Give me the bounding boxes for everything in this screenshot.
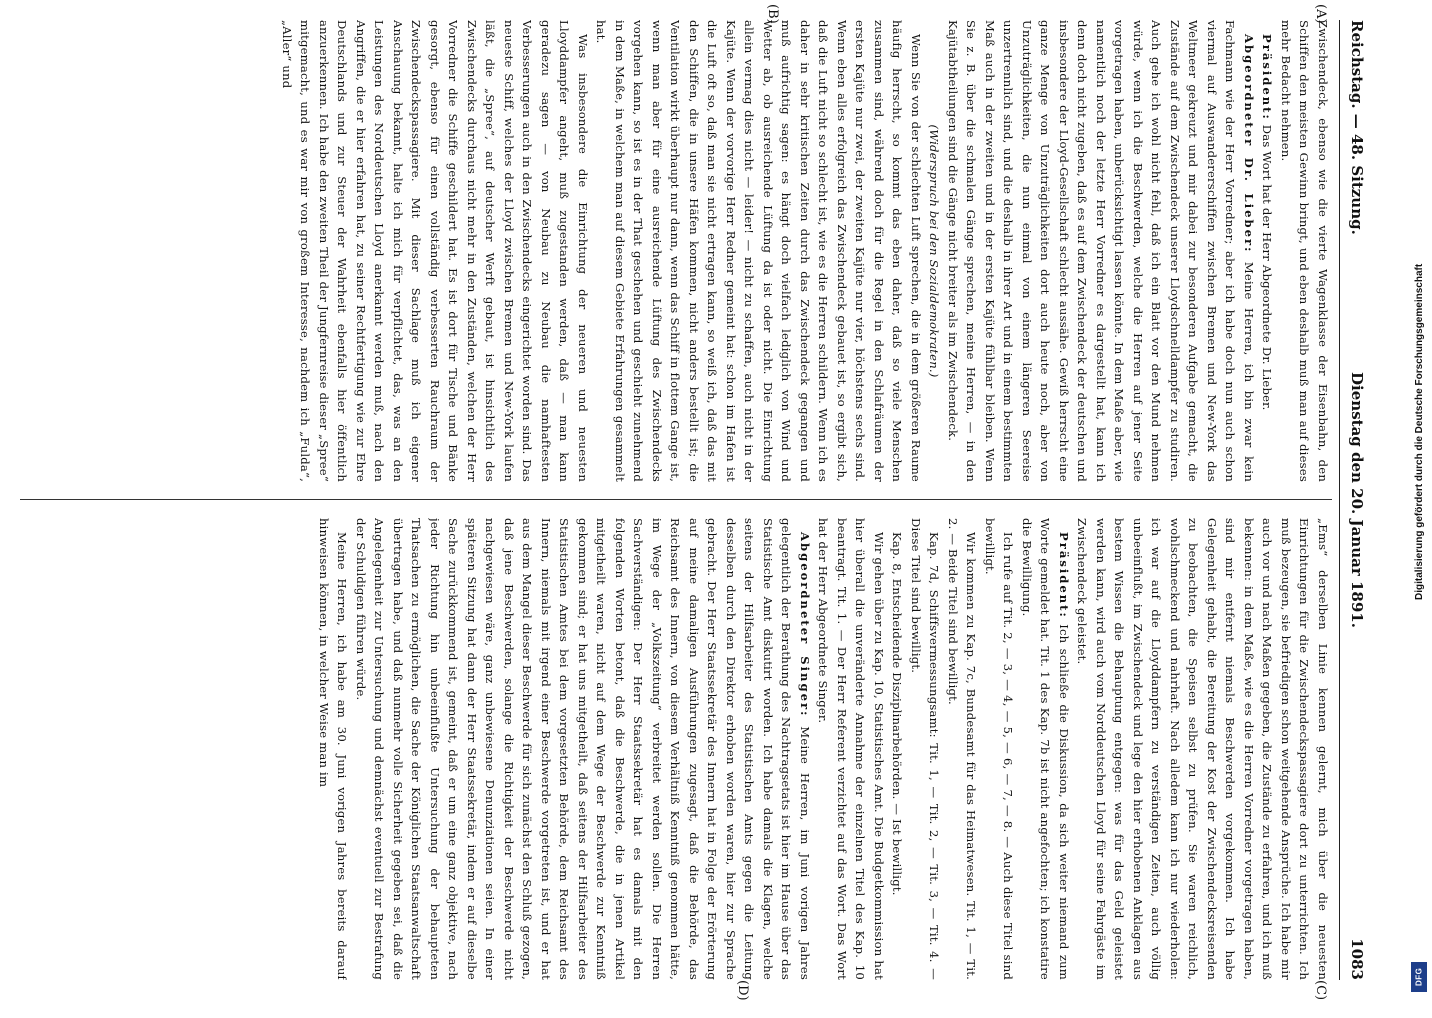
header-left: Reichstag. — 48. Sitzung.	[1348, 20, 1366, 235]
right-paragraph-8	[352, 518, 815, 980]
speaker-president-2: Präsident:	[1057, 532, 1071, 619]
left-column	[22, 20, 1332, 482]
page-header	[1340, 20, 1370, 980]
dfg-logo: DFG	[1411, 962, 1427, 992]
margin-letter-b: (B)	[765, 4, 780, 24]
left-paragraph-2-text: Das Wort hat der Herr Abgeordnete Dr. Lieber.	[1260, 120, 1275, 411]
margin-letter-a: (A)	[1313, 4, 1328, 24]
right-paragraph-9: Meine Herren, ich habe am 30. Juni vorigen Jahres bereits darauf hinweisen können, in welcher Weise man im	[317, 518, 350, 980]
right-paragraph-7: Wir gehen über zu Kap. 10, Statistisches Amt. Die Budgetkommission hat hier überall die unveränderte Annahme der einzelnen Titel des Kap. 10 beantragt. Tit. 1. — Der Herr Referent verzichtet auf das Wort. Das Wort hat der Herr Abgeordnete Singer.	[816, 518, 886, 980]
right-paragraph-6: Kap. 8, Entscheidende Disziplinarbehörden. — Ist bewilligt.	[890, 532, 905, 896]
speaker-president: Präsident:	[1260, 34, 1275, 121]
left-paragraph-2	[1258, 20, 1277, 482]
margin-letter-c: (C)	[1313, 980, 1328, 1001]
header-date: Dienstag den 20. Januar 1891.	[1348, 372, 1366, 628]
left-paragraph-1: Zwischendeck, ebenso wie die vierte Wagenklasse der Eisenbahn, den Schiffen den meisten Gewinn bringt, und eben deshalb muß man auf dieses mehr Bedacht nehmen.	[1279, 20, 1330, 482]
right-column	[22, 518, 1332, 980]
left-paragraph-4: Wenn Sie von der schlechten Luft sprechen, die in dem größeren Raume häufig herrscht, so kommt das eben daher, daß so viele Menschen zusammen sind, während doch für die Regel in den Schlafräumen der ersten Kajüte nur zwei, der zweiten Kajüte nur vier, höchstens sechs sind. Wenn eben alles erfolgreich das Zwischendeck gebauet ist, so ergibt sich, daß die Luft nicht so schlecht ist, wie es die Herren schildern. Wenn ich es daher in sehr kritischen Zeiten durch das Zwischendeck gegangen und muß aufrichtig sagen: es hängt doch vielfach lediglich von Wind und Wetter ab, ob ausreichende Lüftung da ist oder nicht. Die Einrichtung allein vermag dies nicht — leider! — nicht zu schaffen, auch nicht in der Kajüte. Wenn der vorvorige Herr Redner gemeint hat: schon im Hafen ist die Luft oft so, daß man sie nicht ertragen kann, so weiß ich, daß das mit den Schiffen, die in unsere Häfen kommen, nicht anders bestellt ist; die Ventilation wirkt überhaupt nur dann, wenn das Schiff in flottem Gange ist, wenn man aber für eine ausreichende Lüftung des Zwischendecks vorgehen kann, so ist es in der That geschehen und geschieht zunehmend in dem Maße, in welchem man auf diesem Gebiete Erfahrungen gesammelt hat.	[594, 20, 923, 482]
margin-letter-d: (D)	[735, 980, 750, 1001]
speaker-lieber: Abgeordneter Dr. Lieber:	[1242, 34, 1256, 254]
interjection: (Widerspruch bei den Sozialdemokraten.)	[927, 124, 942, 378]
right-paragraph-3: Ich rufe auf Tit. 2, — 3, — 4, — 5, — 6, — 7, — 8. — Auch diese Titel sind bewilligt.	[983, 518, 1016, 980]
left-paragraph-5: Was insbesondere die Einrichtung der neueren und neuesten Lloyddampfer angeht, muß zugestanden werden, daß — man kann geradezu sagen — von Neubau zu Neubau die namhaftesten Verbesserungen auch in den Zwischendecks eingerichtet worden sind. Das neueste Schiff, welches der Lloyd zwischen Bremen und New-York laufen läßt, die „Spree“, auf deutscher Werft gebaut, ist hinsichtlich des Zwischendecks durchaus nicht mehr in den Zuständen, welchen der Herr Vorredner die Schiffe geschildert hat. Es ist dort für Tische und Bänke gesorgt, ebenso für einen vollständig verbesserten Rauchraum der Zwischendeckspassagiere. Mit dieser Sachlage muß ich eigener Anschauung bekannt, halte ich mich für verpflichtet, das, was an den Leistungen des Norddeutschen Lloyd anerkannt werden muß, nach den Angriffen, die er hier erfahren hat, zu seiner Rechtfertigung wie zur Ehre Deutschlands und zur Steuer der Wahrheit ebenfalls hier öffentlich anzuerkennen. Ich habe den zweiten Theil der Jungfernreise dieser „Spree“ mitgemacht, und es war mir von großem Interesse, nachdem ich „Fulda“, „Aller“ und	[280, 20, 590, 482]
right-paragraph-1: „Ems“ derselben Linie kennen gelernt, mich über die neuesten Einrichtungen für die Zwischendeckspassagiere dort zu unterrichten. Ich muß bezeugen, sie befriedigen schon weitgehende Ansprüche. Ich habe mir auch vor und nach Maßen gegeben, die Zustände zu erfahren, und ich muß bekennen: in dem Maße, wie es die Herren Vorredner vorgetragen haben, sind mir entfernt niemals Beschwerden vorgekommen. Ich habe Gelegenheit gehabt, die Bereitung der Kost der Zwischendecksreisenden zu beobachten, die Speisen selbst zu prüfen. Sie waren reichlich, wohlschmeckend und nahrhaft. Nach alledem kann ich nur wiederholen: ich war auf die Lloyddampfern zu verständigen Zeiten, auch völlig unbeeinflußt, im Zwischendeck und lege den hier erhobenen Anklagen aus bestem Wissen die Behauptung entgegen: was für das Geld geleistet werden kann, wird auch vom Norddeutschen Lloyd für seine Fahrgäste im Zwischendeck geleistet.	[1075, 518, 1330, 980]
right-paragraph-8-text: Meine Herren, im Juni vorigen Jahres gelegentlich der Berathung des Nachtragsetats ist hier im Hause über das Statistische Amt diskutirt worden. Ich habe damals die Klagen, welche seitens der Hilfsarbeiter des Statistischen Amts gegen die Leitung desselben durch den Direktor erhoben worden waren, hier zur Sprache gebracht. Der Herr Staatssekretär des Innern hat in Folge der Erörterung auf meine damaligen Ausführungen zugesagt, daß die Behörde, das Reichsamt des Innern, von diesem Verhältniß Kenntniß genommen hätte, im Wege der „Volkszeitung“ verbreitet werden sollen. Die Herren Sachverständigen: Der Herr Staatssekretär hat es damals mit den folgenden Worten betont, daß die Beschwerde, die in jenen Artikel mitgetheilt waren, nicht auf dem Wege der Beschwerde zur Kenntniß gekommen sind; er hat uns mitgetheilt, daß seitens der Hilfsarbeiter des Statistischen Amtes bei dem vorgesetzten Behörde, dem Reichsamt des Innern, niemals mit irgend einer Beschwerde vorgetreten ist, und er hat aus dem Mangel dieser Beschwerde für sich zunächst den Schluß gezogen, daß jene Beschwerden, solange die Richtigkeit der Beschwerde nicht nachgewiesen wäre, ganz unbewiesene Denunziationen seien. In einer späteren Sitzung hat dann der Herr Staatssekretär, indem er auf dieselbe Sache zurückkommend ist, gemeint, daß er um eine ganz objektive, nach jeder Richtung hin unbeeinflußte Untersuchung der behaupteten Thatsachen zu ermöglichen, die Sache der Königlichen Staatsanwaltschaft übertragen habe, und daß nunmehr volle Sicherheit gegeben sei, daß die Angelegenheit zur Untersuchung und demnächst eventuell zur Bestrafung der Schuldigen führen würde.	[354, 518, 812, 980]
right-paragraph-4: Wir kommen zu Kap. 7c, Bundesamt für das Heimatwesen. Tit. 1, — Tit. 2. — Beide Titel sind bewilligt.	[946, 518, 979, 980]
right-paragraph-2	[1018, 518, 1074, 980]
page-number: 1083	[1348, 938, 1366, 980]
header-rule	[1339, 20, 1340, 980]
left-paragraph-3-text: Meine Herren, ich bin zwar kein Fachmann wie der Herr Vorredner; aber ich habe doch nun auch schon viermal auf Auswandererschiffen zwischen Bremen und New-York das Weltmeer gekreuzt und mir dabei zur besonderen Aufgabe gemacht, die Zustände auf dem Zwischendeck unserer Lloydschnelldampfer zu studiren. Auch gehe ich wohl nicht fehl, daß ich ein Blatt vor den Mund nehmen würde, wenn ich die Beschwerden, welche die Herren auf jener Seite vorgetragen haben, unberücksichtigt lassen könnte. In dem Maße aber, wie namentlich noch der letzte Herr Vorredner es dargestellt hat, kann ich denn doch nicht zugeben, daß es auf dem Zwischendeck der deutschen und insbesondere der Lloyd-Gesellschaft schlecht aussähe. Gewiß herrscht eine ganze Menge von Unzuträglichkeiten dort auch heute noch, aber von Unzuträglichkeiten, die nun einmal von einem längeren Seereise unzertrennlich sind, und die deshalb in ihrer Art und in einem bestimmten Maß auch in der zweiten und in der ersten Kajüte fühlbar bleiben. Wenn Sie z. B. über die schmalen Gänge sprechen, meine Herren, — in den Kajütabtheilungen sind die Gänge nicht breiter als im Zwischendeck.	[946, 20, 1256, 482]
right-paragraph-2-text: Ich schließe die Diskussion, da sich weiter niemand zum Worte gemeldet hat. Tit. 1 des Kap. 7b ist nicht angefochten; ich konstatire die Bewilligung.	[1020, 518, 1071, 980]
speaker-singer: Abgeordneter Singer:	[798, 532, 812, 718]
left-paragraph-3	[944, 20, 1259, 482]
digitization-note: Digitalisierung gefördert durch die Deutsche Forschungsgemeinschaft	[1414, 263, 1425, 600]
right-paragraph-5: Kap. 7d, Schiffsvermessungsamt: Tit. 1, — Tit. 2, — Tit. 3, — Tit. 4. — Diese Titel sind bewilligt.	[909, 518, 942, 980]
column-divider	[20, 499, 1332, 500]
